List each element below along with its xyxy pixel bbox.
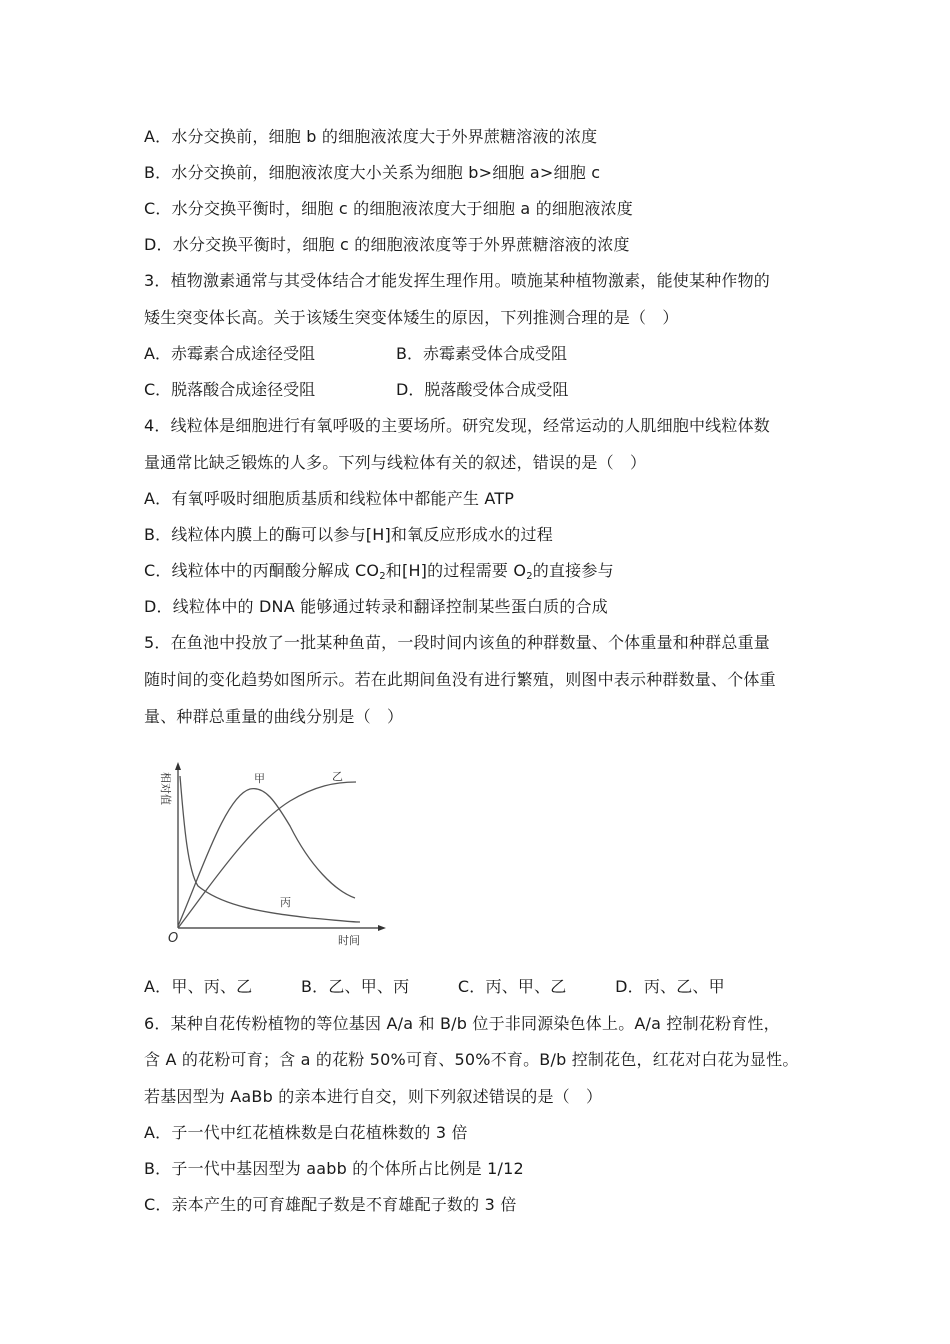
q6-stem-line3: 若基因型为 AaBb 的亲本进行自交，则下列叙述错误的是（ ） xyxy=(144,1087,603,1106)
y-axis-label: 相对值 xyxy=(159,772,172,805)
q5-curve-graph xyxy=(150,756,390,952)
q3-option-c: C．脱落酸合成途径受阻 xyxy=(144,380,316,399)
q2-option-a: A．水分交换前，细胞 b 的细胞液浓度大于外界蔗糖溶液的浓度 xyxy=(144,127,598,146)
q6-option-b: B．子一代中基因型为 aabb 的个体所占比例是 1/12 xyxy=(144,1159,524,1178)
q6-option-c: C．亲本产生的可育雄配子数是不育雄配子数的 3 倍 xyxy=(144,1195,517,1214)
q4-option-b: B．线粒体内膜上的酶可以参与[H]和氧反应形成水的过程 xyxy=(144,525,553,544)
q6-option-a: A．子一代中红花植株数是白花植株数的 3 倍 xyxy=(144,1123,468,1142)
origin-label: O xyxy=(168,931,179,946)
q3-stem-line2: 矮生突变体长高。关于该矮生突变体矮生的原因，下列推测合理的是（ ） xyxy=(144,308,679,327)
q2-option-c: C．水分交换平衡时，细胞 c 的细胞液浓度大于细胞 a 的细胞液浓度 xyxy=(144,199,633,218)
q5-stem-line1: 5．在鱼池中投放了一批某种鱼苗，一段时间内该鱼的种群数量、个体重量和种群总重量 xyxy=(144,633,770,652)
curve-bing-label: 丙 xyxy=(280,896,291,909)
curve-yi-label: 乙 xyxy=(332,770,343,783)
q5-stem-line2: 随时间的变化趋势如图所示。若在此期间鱼没有进行繁殖，则图中表示种群数量、个体重 xyxy=(144,670,776,689)
q3-option-d: D．脱落酸受体合成受阻 xyxy=(396,380,569,399)
q3-option-b: B．赤霉素受体合成受阻 xyxy=(396,344,567,363)
q3-option-a: A．赤霉素合成途径受阻 xyxy=(144,344,315,363)
q5-options: A．甲、丙、乙 B．乙、甲、丙 C．丙、甲、乙 D．丙、乙、甲 xyxy=(144,977,725,996)
curve-jia-label: 甲 xyxy=(254,772,265,785)
q2-option-d: D．水分交换平衡时，细胞 c 的细胞液浓度等于外界蔗糖溶液的浓度 xyxy=(144,235,630,254)
q6-stem-line1: 6．某种自花传粉植物的等位基因 A/a 和 B/b 位于非同源染色体上。A/a 控制花粉育性， xyxy=(144,1014,780,1033)
q6-stem-line2: 含 A 的花粉可育；含 a 的花粉 50%可育、50%不育。B/b 控制花色，红花对白花为显性。 xyxy=(144,1050,799,1069)
curve-jia xyxy=(178,789,355,926)
x-axis-label: 时间 xyxy=(338,934,360,947)
q4-stem-line2: 量通常比缺乏锻炼的人多。下列与线粒体有关的叙述，错误的是（ ） xyxy=(144,453,647,472)
q5-stem-line3: 量、种群总重量的曲线分别是（ ） xyxy=(144,707,404,726)
q2-option-b: B．水分交换前，细胞液浓度大小关系为细胞 b>细胞 a>细胞 c xyxy=(144,163,601,182)
y-axis-arrow xyxy=(175,762,181,770)
x-axis-arrow xyxy=(378,925,386,931)
q4-stem-line1: 4．线粒体是细胞进行有氧呼吸的主要场所。研究发现，经常运动的人肌细胞中线粒体数 xyxy=(144,416,770,435)
curve-yi xyxy=(178,782,356,928)
q3-stem-line1: 3．植物激素通常与其受体结合才能发挥生理作用。喷施某种植物激素，能使某种作物的 xyxy=(144,271,770,290)
q4-option-a: A．有氧呼吸时细胞质基质和线粒体中都能产生 ATP xyxy=(144,489,515,508)
q4-option-d: D．线粒体中的 DNA 能够通过转录和翻译控制某些蛋白质的合成 xyxy=(144,597,608,616)
q4-option-c: C．线粒体中的丙酮酸分解成 $CO_2$和[H]的过程需要 $O_2$的直接参与 xyxy=(144,561,614,582)
